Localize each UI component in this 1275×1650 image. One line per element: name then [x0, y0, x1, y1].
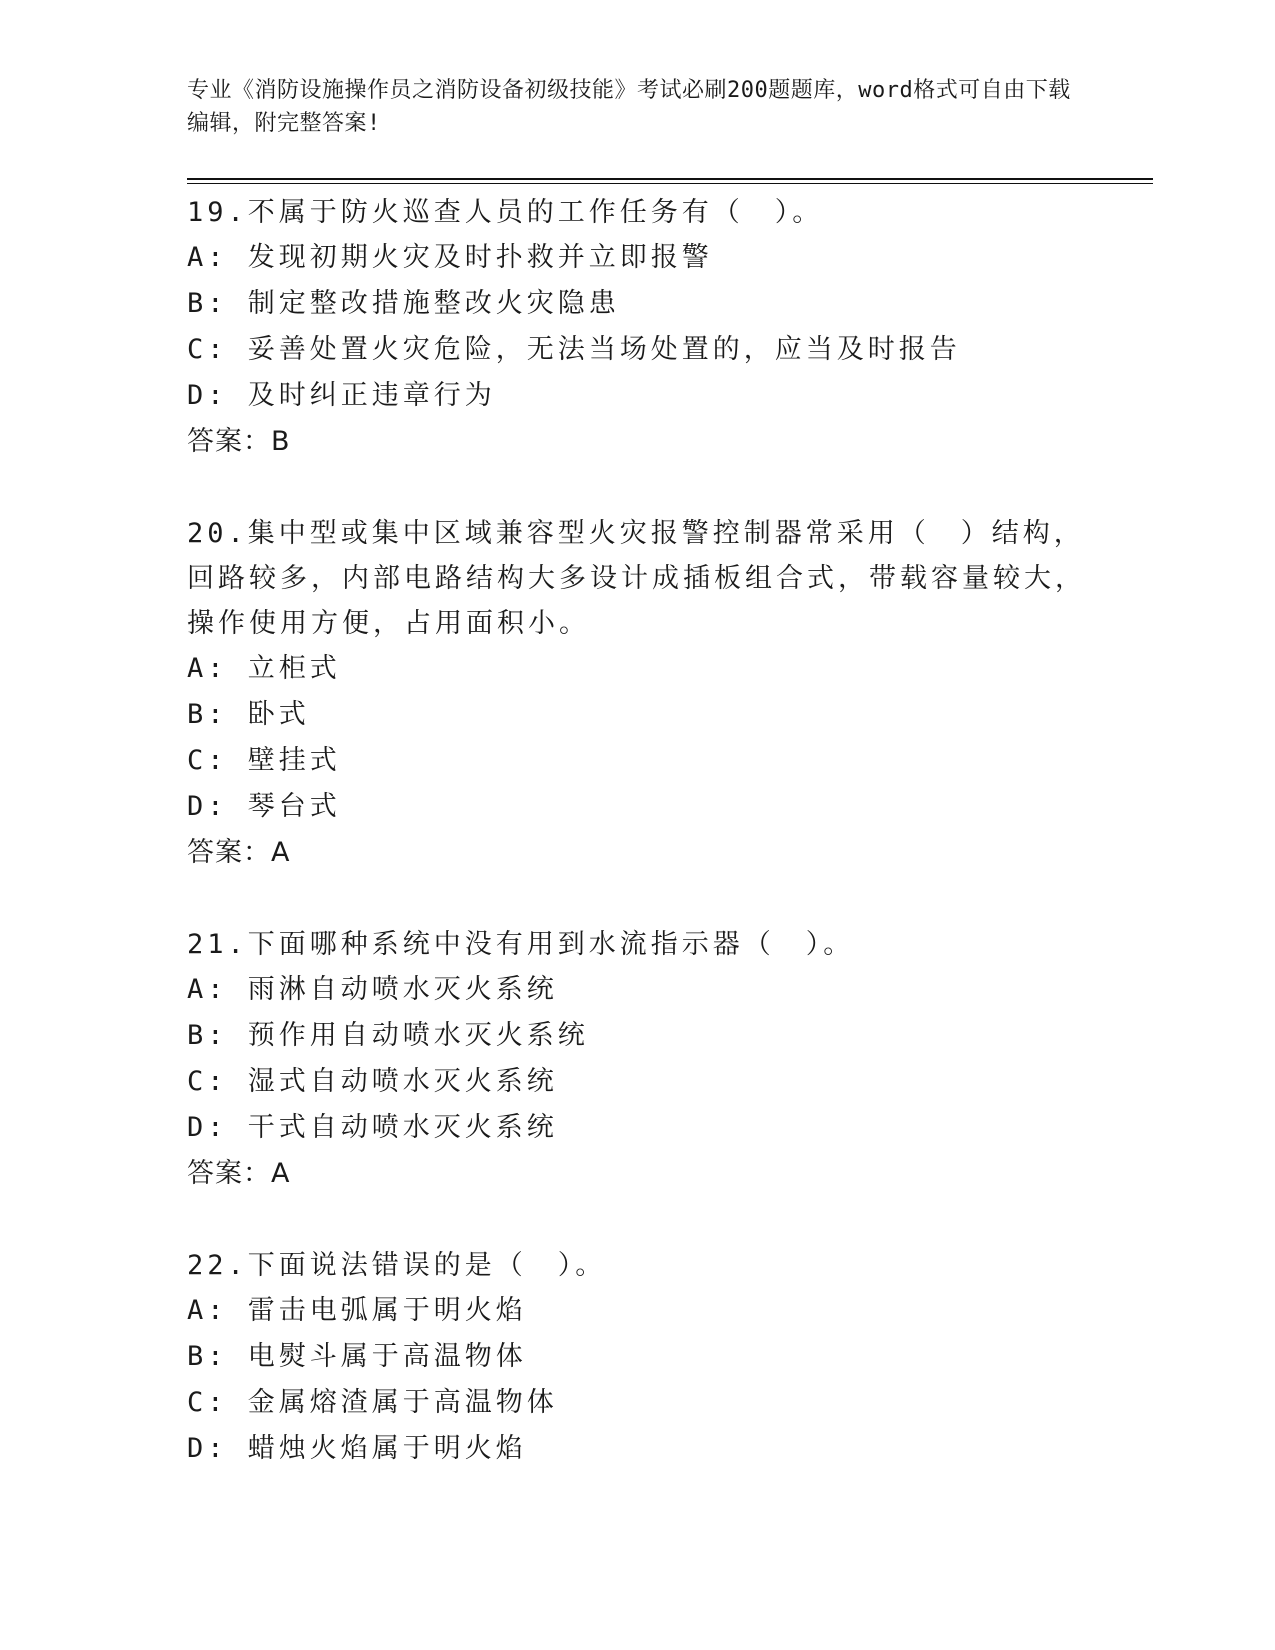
answer-label: 答案：A	[187, 837, 291, 868]
question-20	[187, 511, 1087, 876]
question-21	[187, 922, 1087, 1197]
option-b: B: 预作用自动喷水灭火系统	[187, 1020, 589, 1051]
option-a: A: 雷击电弧属于明火焰	[187, 1295, 527, 1326]
option-c: C: 妥善处置火灾危险，无法当场处置的，应当及时报告	[187, 334, 961, 365]
option-d: D: 干式自动喷水灭火系统	[187, 1112, 558, 1143]
option-c: C: 壁挂式	[187, 745, 341, 776]
option-a: A: 发现初期火灾及时扑救并立即报警	[187, 242, 713, 273]
option-a: A: 立柜式	[187, 653, 341, 684]
option-d: D: 及时纠正违章行为	[187, 380, 496, 411]
answer-label: 答案：B	[187, 426, 291, 457]
question-list	[187, 190, 1087, 1518]
option-b: B: 制定整改措施整改火灾隐患	[187, 288, 620, 319]
option-b: B: 电熨斗属于高温物体	[187, 1341, 527, 1372]
header-rule-thin	[187, 183, 1153, 184]
question-stem: 20.集中型或集中区域兼容型火灾报警控制器常采用（ ）结构，回路较多，内部电路结构大多设计成插板组合式，带载容量较大，操作使用方便，占用面积小。	[187, 518, 1086, 639]
option-b: B: 卧式	[187, 699, 310, 730]
header-rule-thick	[187, 178, 1153, 180]
document-header: 专业《消防设施操作员之消防设备初级技能》考试必刷200题题库，word格式可自由下载编辑，附完整答案!	[187, 78, 1071, 136]
answer-label: 答案：A	[187, 1158, 291, 1189]
option-d: D: 蜡烛火焰属于明火焰	[187, 1433, 527, 1464]
question-19	[187, 190, 1087, 465]
question-22	[187, 1243, 1087, 1472]
question-stem: 19.不属于防火巡查人员的工作任务有（ ）。	[187, 197, 824, 228]
option-a: A: 雨淋自动喷水灭火系统	[187, 974, 558, 1005]
question-stem: 22.下面说法错误的是（ ）。	[187, 1250, 607, 1281]
option-c: C: 湿式自动喷水灭火系统	[187, 1066, 558, 1097]
question-stem: 21.下面哪种系统中没有用到水流指示器（ ）。	[187, 929, 855, 960]
option-c: C: 金属熔渣属于高温物体	[187, 1387, 558, 1418]
option-d: D: 琴台式	[187, 791, 341, 822]
